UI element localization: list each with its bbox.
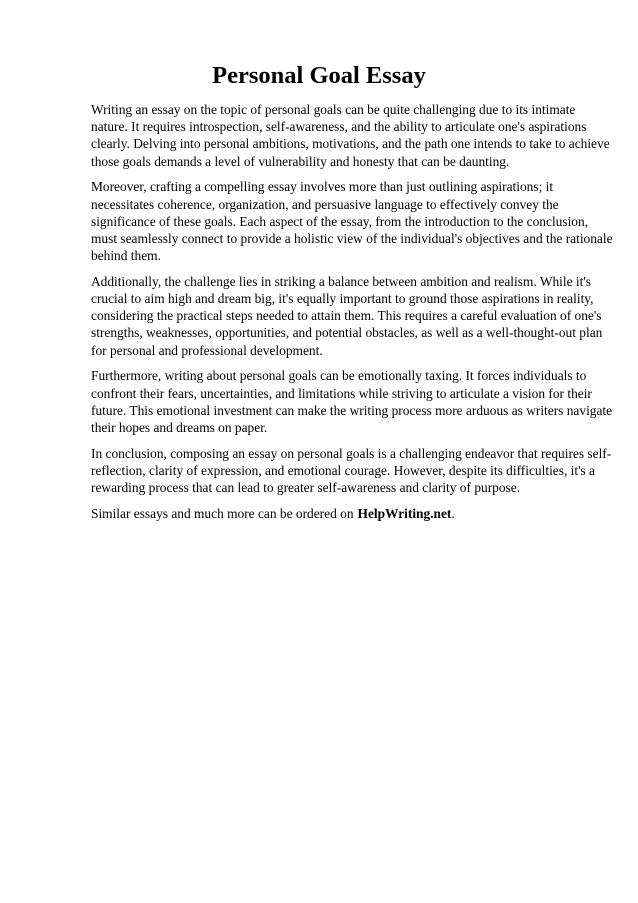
paragraph-line: behind them. bbox=[91, 248, 161, 264]
cta-suffix: . bbox=[451, 505, 455, 521]
paragraph-line: Additionally, the challenge lies in striking a balance between ambition and realism. While it's bbox=[91, 273, 591, 289]
paragraph-line: significance of these goals. Each aspect of the essay, from the introduction to the conclusion, bbox=[91, 213, 589, 229]
cta-paragraph bbox=[91, 505, 601, 522]
helpwriting-link[interactable]: HelpWriting.net bbox=[357, 505, 452, 521]
paragraph-line: must seamlessly connect to provide a holistic view of the individual's objectives and the rationale bbox=[91, 230, 613, 246]
paragraph-line: Moreover, crafting a compelling essay involves more than just outlining aspirations; it bbox=[91, 179, 554, 195]
essay-body bbox=[91, 101, 613, 530]
paragraph-line: their hopes and dreams on paper. bbox=[91, 419, 268, 435]
paragraph-line: clearly. Delving into personal ambitions, motivations, and the path one intends to take to achieve bbox=[91, 136, 610, 152]
paragraph-line: nature. It requires introspection, self-awareness, and the ability to articulate one's aspirations bbox=[91, 119, 587, 135]
paragraph-line: those goals demands a level of vulnerability and honesty that can be daunting. bbox=[91, 153, 510, 169]
paragraph-line: Writing an essay on the topic of personal goals can be quite challenging due to its intimate bbox=[91, 102, 576, 117]
paragraph-line: In conclusion, composing an essay on personal goals is a challenging endeavor that requires self- bbox=[91, 445, 612, 461]
paragraph-line: future. This emotional investment can make the writing process more arduous as writers navigate bbox=[91, 402, 613, 418]
paragraph-line: for personal and professional development. bbox=[91, 342, 323, 358]
paragraph-line: necessitates coherence, organization, and persuasive language to effectively convey the bbox=[91, 196, 559, 212]
paragraph-line: confront their fears, uncertainties, and limitations while striving to articulate a vision for their bbox=[91, 385, 592, 401]
paragraph-line: reflection, clarity of expression, and emotional courage. However, despite its difficulties, it's a bbox=[91, 462, 595, 478]
paragraph-line: considering the practical steps needed to attain them. This requires a careful evaluation of one's bbox=[91, 308, 602, 324]
cta-text: Similar essays and much more can be ordered on bbox=[91, 505, 354, 521]
paragraph-line: Furthermore, writing about personal goals can be emotionally taxing. It forces individuals to bbox=[91, 368, 587, 384]
paragraph-line: crucial to aim high and dream big, it's equally important to ground those aspirations in reality, bbox=[91, 291, 594, 307]
paragraph-line: strengths, weaknesses, opportunities, and potential obstacles, as well as a well-thought-out plan bbox=[91, 325, 603, 341]
paragraph-1 bbox=[91, 101, 610, 170]
paragraph-4 bbox=[91, 367, 613, 436]
page-title: Personal Goal Essay bbox=[212, 62, 426, 89]
paragraph-3 bbox=[91, 273, 601, 359]
paragraph-2 bbox=[91, 178, 613, 264]
paragraph-5 bbox=[91, 445, 612, 497]
paragraph-line: rewarding process that can lead to greater self-awareness and clarity of purpose. bbox=[91, 480, 521, 496]
